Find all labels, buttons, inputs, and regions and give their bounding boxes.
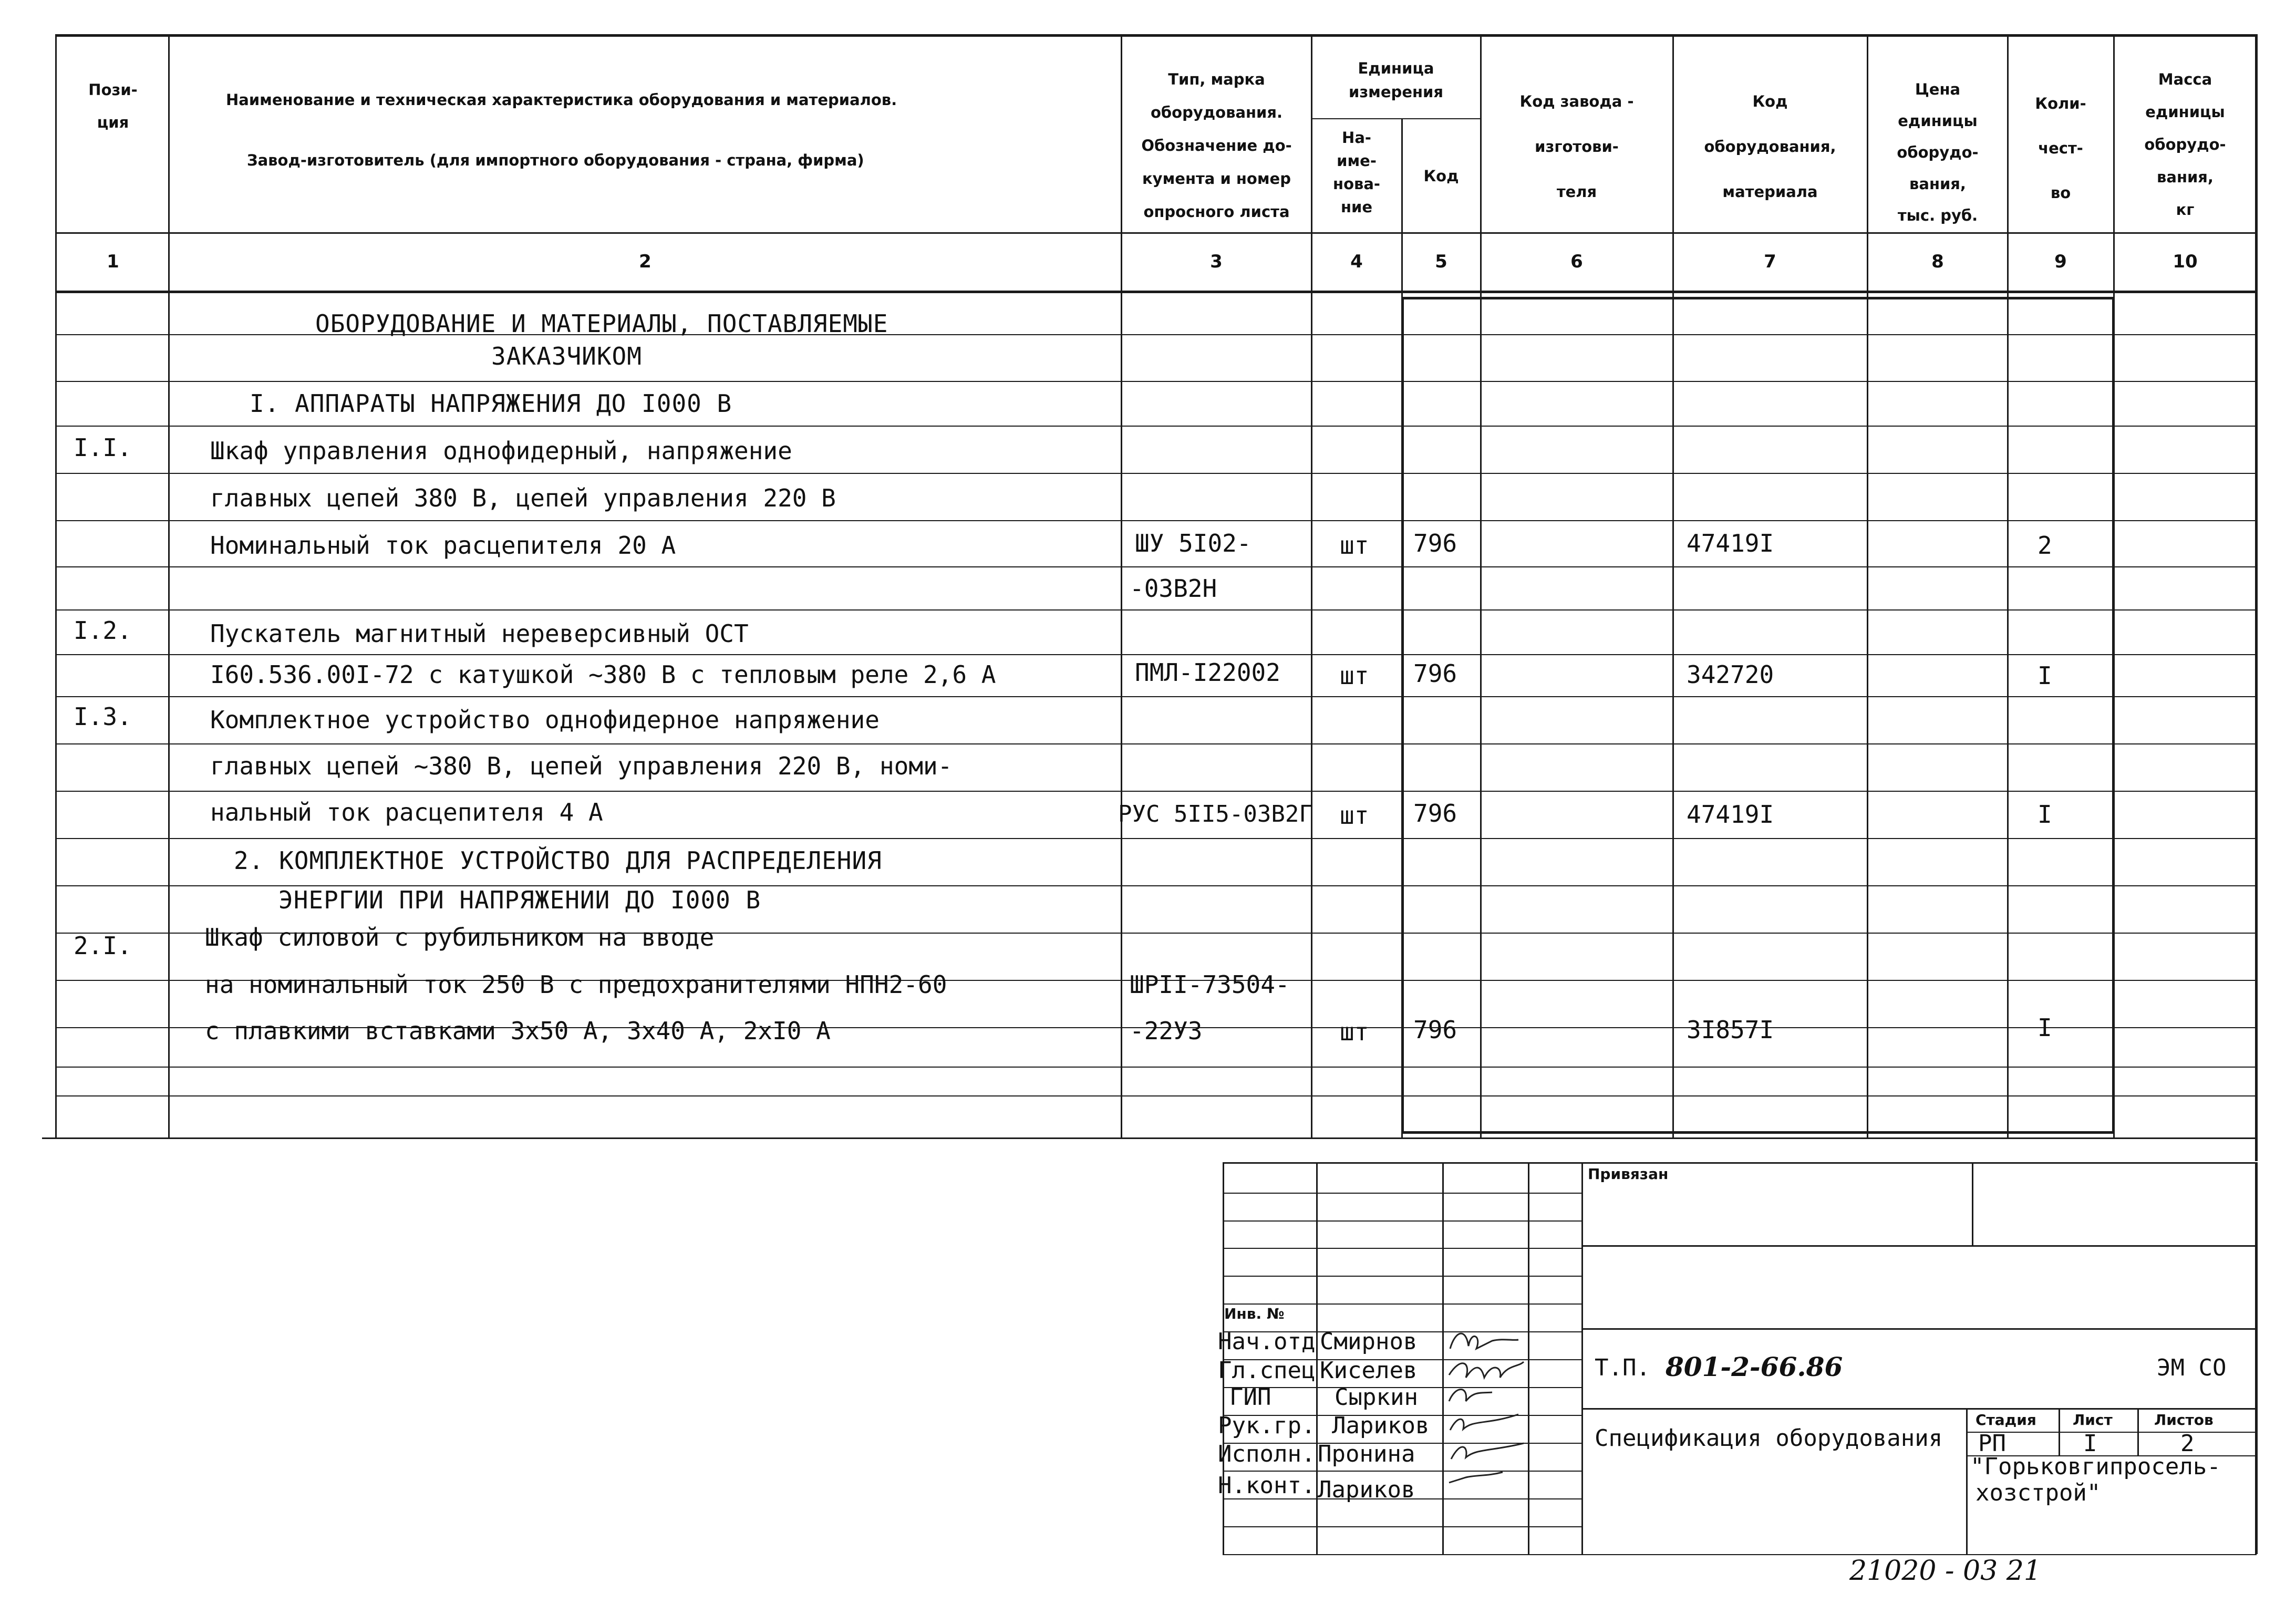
header-unit-name: На- име- нова- ние bbox=[1333, 129, 1380, 216]
row-name: главных цепей 380 В, цепей управления 220 В bbox=[210, 484, 836, 512]
row-position: I.I. bbox=[74, 433, 132, 462]
row-name: Шкаф управления однофидерный, напряжение bbox=[210, 437, 792, 465]
row-unit: шт bbox=[1340, 801, 1369, 830]
header-unit-code: Код bbox=[1423, 167, 1459, 185]
sheets-value: 2 bbox=[2180, 1430, 2195, 1457]
header-name-line2: Завод-изготовитель (для импортного оборудования - страна, фирма) bbox=[247, 151, 864, 169]
archive-number: 21020 - 03 21 bbox=[1849, 1555, 2041, 1587]
doc-number: 801-2-66.86 bbox=[1666, 1351, 1843, 1382]
header-factory-code: Код завода - изготови- теля bbox=[1519, 92, 1634, 201]
row-equipment-code: 47419I bbox=[1687, 529, 1774, 557]
row-equipment-code: 3I857I bbox=[1687, 1016, 1774, 1044]
row-equipment-code: 47419I bbox=[1687, 800, 1774, 829]
row-type: ШРII-73504- bbox=[1130, 970, 1290, 999]
column-number: 9 bbox=[2054, 251, 2067, 272]
row-type: -22У3 bbox=[1130, 1017, 1203, 1045]
role-label: Исполн. bbox=[1218, 1441, 1316, 1467]
row-type: РУС 5II5-03В2Г bbox=[1118, 801, 1313, 827]
role-label: Рук.гр. bbox=[1218, 1412, 1316, 1439]
column-number: 2 bbox=[639, 251, 651, 272]
role-label: Н.конт. bbox=[1218, 1472, 1316, 1499]
row-name: Номинальный ток расцепителя 20 А bbox=[210, 531, 676, 560]
row-quantity: 2 bbox=[2038, 531, 2052, 560]
signer-name: Сыркин bbox=[1335, 1384, 1418, 1411]
header-mass: Масса единицы оборудо- вания, кг bbox=[2144, 70, 2226, 219]
row-name: Комплектное устройство однофидерное напряжение bbox=[210, 706, 880, 734]
column-number: 3 bbox=[1210, 251, 1223, 272]
row-type: ПМЛ-I22002 bbox=[1135, 658, 1280, 687]
sheet-label: Лист bbox=[2073, 1411, 2113, 1429]
row-unit: шт bbox=[1340, 1018, 1369, 1046]
row-quantity: I bbox=[2038, 800, 2052, 829]
section-title: 2. КОМПЛЕКТНОЕ УСТРОЙСТВО ДЛЯ РАСПРЕДЕЛЕНИЯ bbox=[234, 846, 882, 875]
role-label: Гл.спец bbox=[1218, 1357, 1316, 1384]
row-name: главных цепей ~380 В, цепей управления 220 В, номи- bbox=[210, 752, 953, 780]
row-name: с плавкими вставками 3х50 А, 3х40 А, 2хI0 А bbox=[205, 1017, 831, 1045]
doc-prefix: Т.П. bbox=[1595, 1354, 1650, 1381]
signer-name: Смирнов bbox=[1320, 1328, 1418, 1355]
column-number: 5 bbox=[1435, 251, 1447, 272]
header-position: Пози- ция bbox=[88, 81, 138, 131]
row-position: 2.I. bbox=[74, 932, 132, 960]
stage-value: РП bbox=[1978, 1430, 2006, 1457]
row-name: Пускатель магнитный нереверсивный ОСТ bbox=[210, 619, 749, 648]
row-unit-code: 796 bbox=[1413, 529, 1457, 557]
row-quantity: I bbox=[2038, 1013, 2052, 1042]
header-price: Цена единицы оборудо- вания, тыс. руб. bbox=[1897, 80, 1979, 224]
column-number: 4 bbox=[1350, 251, 1363, 272]
row-unit-code: 796 bbox=[1413, 659, 1457, 688]
organization-line1: "Горьковгипросель- bbox=[1970, 1453, 2221, 1480]
column-number: 1 bbox=[107, 251, 119, 272]
header-equipment-code: Код оборудования, материала bbox=[1704, 92, 1836, 201]
signer-name: Киселев bbox=[1320, 1357, 1418, 1384]
section-title: ЭНЕРГИИ ПРИ НАПРЯЖЕНИИ ДО I000 В bbox=[278, 886, 761, 914]
signer-name: Лариков bbox=[1332, 1412, 1430, 1439]
row-quantity: I bbox=[2038, 661, 2052, 690]
header-unit-group: Единица измерения bbox=[1349, 59, 1443, 101]
row-type: -03В2Н bbox=[1130, 574, 1217, 603]
row-equipment-code: 342720 bbox=[1687, 660, 1774, 689]
header-quantity: Коли- чест- во bbox=[2035, 95, 2086, 202]
column-number: 8 bbox=[1931, 251, 1944, 272]
column-number: 10 bbox=[2173, 251, 2198, 272]
inventory-number-label: Инв. № bbox=[1224, 1305, 1285, 1322]
row-unit: шт bbox=[1340, 661, 1369, 690]
row-unit-code: 796 bbox=[1413, 1016, 1457, 1044]
role-label: Нач.отд bbox=[1218, 1328, 1316, 1355]
header-type: Тип, марка оборудования. Обозначение до- кумента и номер опросного листа bbox=[1141, 70, 1292, 221]
row-type: ШУ 5I02- bbox=[1135, 529, 1252, 557]
doc-mark: ЭМ СО bbox=[2157, 1354, 2227, 1381]
sheet-value: I bbox=[2083, 1430, 2097, 1457]
role-label: ГИП bbox=[1229, 1384, 1271, 1411]
signature-scribble bbox=[1445, 1325, 1524, 1535]
section-title: I. АППАРАТЫ НАПРЯЖЕНИЯ ДО I000 В bbox=[250, 389, 732, 418]
column-number: 7 bbox=[1764, 251, 1776, 272]
stage-label: Стадия bbox=[1976, 1411, 2036, 1429]
header-name-line1: Наименование и техническая характеристика оборудования и материалов. bbox=[226, 91, 897, 109]
row-unit: шт bbox=[1340, 531, 1369, 560]
row-name: нальный ток расцепителя 4 А bbox=[210, 798, 603, 826]
signer-name: Пронина bbox=[1318, 1441, 1415, 1467]
organization-line2: хозстрой" bbox=[1976, 1480, 2101, 1506]
sheets-label: Листов bbox=[2154, 1411, 2214, 1429]
section-title: ЗАКАЗЧИКОМ bbox=[491, 342, 642, 370]
row-unit-code: 796 bbox=[1413, 799, 1457, 827]
row-name: Шкаф силовой с рубильником на вводе bbox=[205, 923, 715, 951]
section-title: ОБОРУДОВАНИЕ И МАТЕРИАЛЫ, ПОСТАВЛЯЕМЫЕ bbox=[315, 309, 888, 338]
column-number: 6 bbox=[1570, 251, 1583, 272]
row-name: на номинальный ток 250 В с предохранителями НПН2-60 bbox=[205, 970, 947, 999]
row-name: I60.536.00I-72 с катушкой ~380 В с тепловым реле 2,6 А bbox=[210, 660, 996, 689]
row-position: I.2. bbox=[74, 616, 132, 645]
signer-name: Лариков bbox=[1318, 1476, 1415, 1503]
row-position: I.3. bbox=[74, 702, 132, 731]
sheet-title: Спецификация оборудования bbox=[1595, 1425, 1943, 1452]
privyazan-label: Привязан bbox=[1588, 1165, 1669, 1183]
